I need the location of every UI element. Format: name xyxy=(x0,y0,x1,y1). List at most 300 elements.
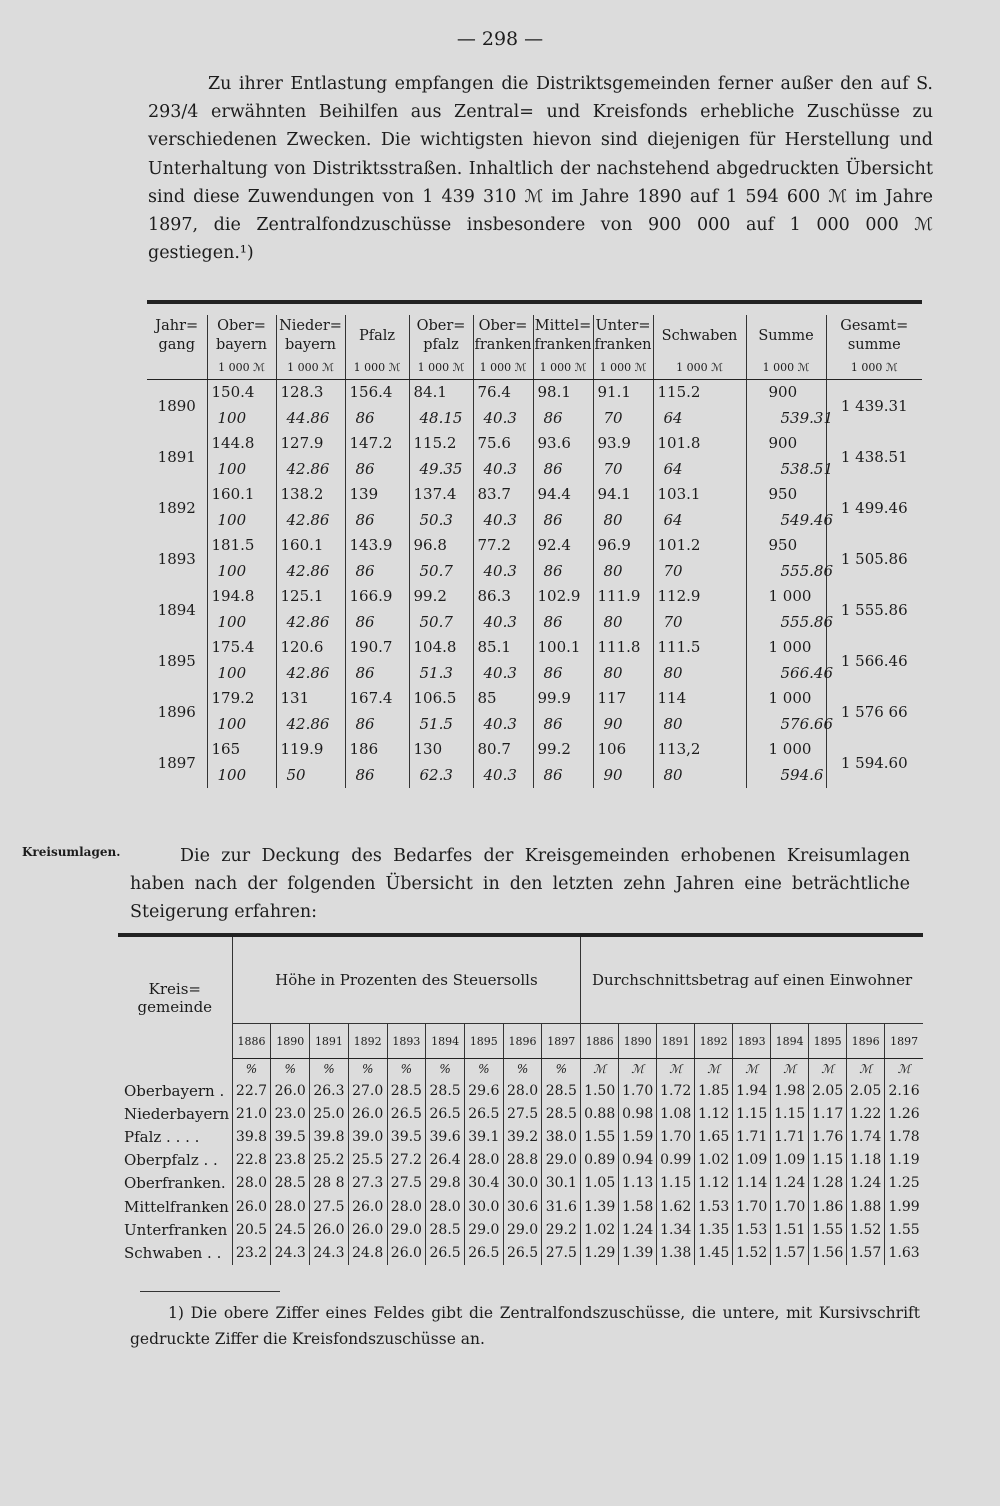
central-fund-value: 85.1 xyxy=(477,638,511,656)
value-cell xyxy=(345,431,409,482)
per-capita-value: 1.71 xyxy=(771,1125,809,1148)
percent-value: 26.5 xyxy=(426,1241,465,1264)
total-cell: 1 576 66 xyxy=(840,702,908,721)
value-cell xyxy=(409,533,473,584)
central-fund-value: 166.9 xyxy=(349,587,393,605)
year-cell: 1890 xyxy=(147,380,207,432)
district-fund-value: 80 xyxy=(663,714,683,733)
central-fund-value: 130 xyxy=(413,740,443,758)
value-cell xyxy=(409,686,473,737)
per-capita-value: 0.89 xyxy=(581,1149,619,1172)
central-fund-value: 125.1 xyxy=(280,587,324,605)
district-fund-value: 86 xyxy=(355,714,375,733)
central-fund-value: 128.3 xyxy=(280,383,324,401)
district-fund-value: 40.3 xyxy=(483,408,517,427)
percent-value: 27.3 xyxy=(348,1172,387,1195)
percent-value: 28.0 xyxy=(503,1079,542,1102)
table-row xyxy=(147,380,922,432)
central-fund-value: 83.7 xyxy=(477,485,511,503)
value-cell xyxy=(746,686,833,737)
value-cell xyxy=(533,380,593,432)
district-fund-value: 100 xyxy=(217,612,247,631)
percent-value: 29.0 xyxy=(387,1218,426,1241)
percent-value: 26.0 xyxy=(348,1195,387,1218)
central-fund-value: 1 000 xyxy=(768,587,812,605)
percent-value: 38.0 xyxy=(542,1125,581,1148)
per-capita-value: 1.25 xyxy=(888,1175,920,1192)
table1-header-cell: Mittel= franken xyxy=(533,315,593,355)
percent-value: 27.5 xyxy=(387,1172,426,1195)
per-capita-value: 1.70 xyxy=(733,1195,771,1218)
per-capita-value: 0.94 xyxy=(619,1149,657,1172)
central-fund-value: 144.8 xyxy=(211,434,255,452)
value-cell xyxy=(593,380,653,432)
year-cell: 1891 xyxy=(147,431,207,482)
percent-value: 23.0 xyxy=(271,1102,310,1125)
central-fund-value: 1 000 xyxy=(768,740,812,758)
percent-value: 31.6 xyxy=(542,1195,581,1218)
district-fund-value: 51.5 xyxy=(419,714,453,733)
per-capita-value: 1.72 xyxy=(657,1079,695,1102)
per-capita-value: 1.35 xyxy=(695,1218,733,1241)
unit-cell-empty xyxy=(118,1059,232,1080)
central-fund-value: 160.1 xyxy=(280,536,324,554)
percent-value: 23.8 xyxy=(271,1149,310,1172)
value-cell xyxy=(746,482,833,533)
year-cell: 1892 xyxy=(147,482,207,533)
mark-unit: ℳ xyxy=(619,1059,657,1080)
value-cell xyxy=(473,482,533,533)
table2-group-header-row xyxy=(118,937,923,1024)
region-name: Unterfranken xyxy=(118,1218,232,1241)
percent-value: 26.0 xyxy=(348,1102,387,1125)
value-cell xyxy=(345,380,409,432)
percent-value: 26.0 xyxy=(387,1241,426,1264)
percent-value: 30.4 xyxy=(464,1172,503,1195)
percent-unit: % xyxy=(232,1059,271,1080)
percent-unit: % xyxy=(310,1059,349,1080)
district-fund-value: 42.86 xyxy=(286,510,330,529)
district-fund-value: 40.3 xyxy=(483,510,517,529)
percent-value: 39.0 xyxy=(348,1125,387,1148)
percent-unit: % xyxy=(348,1059,387,1080)
percent-value: 26.0 xyxy=(232,1195,271,1218)
central-fund-value: 99.9 xyxy=(537,689,571,707)
central-fund-value: 104.8 xyxy=(413,638,457,656)
value-cell xyxy=(276,533,345,584)
value-cell xyxy=(207,584,276,635)
value-cell xyxy=(345,482,409,533)
central-fund-value: 77.2 xyxy=(477,536,511,554)
per-capita-value: 1.09 xyxy=(771,1149,809,1172)
district-fund-value: 70 xyxy=(663,561,683,580)
district-fund-value: 100 xyxy=(217,408,247,427)
percent-value: 28.5 xyxy=(426,1079,465,1102)
percent-value: 28.0 xyxy=(426,1195,465,1218)
total-cell: 1 555.86 xyxy=(840,600,908,619)
year-cell: 1897 xyxy=(147,737,207,788)
mark-unit: ℳ xyxy=(657,1059,695,1080)
table1-unit-cell: 1 000 ℳ xyxy=(276,355,345,380)
percent-value: 27.5 xyxy=(542,1241,581,1264)
district-fund-value: 86 xyxy=(355,408,375,427)
table2-year-cell: 1890 xyxy=(271,1024,310,1059)
year-cell: 1894 xyxy=(147,584,207,635)
table1-header-cell: Pfalz xyxy=(345,315,409,355)
region-name: Schwaben . . xyxy=(118,1241,232,1264)
central-fund-value: 94.4 xyxy=(537,485,571,503)
central-fund-value: 950 xyxy=(768,485,798,503)
value-cell xyxy=(533,635,593,686)
district-fund-value: 64 xyxy=(663,459,683,478)
percent-value: 24.3 xyxy=(310,1241,349,1264)
central-fund-value: 114 xyxy=(657,689,687,707)
district-fund-value: 70 xyxy=(603,459,623,478)
table1-unit-row xyxy=(147,355,922,380)
district-fund-value: 86 xyxy=(543,510,563,529)
district-fund-value: 70 xyxy=(603,408,623,427)
per-capita-value: 1.85 xyxy=(695,1079,733,1102)
central-fund-value: 102.9 xyxy=(537,587,581,605)
central-fund-value: 99.2 xyxy=(413,587,447,605)
value-cell xyxy=(345,584,409,635)
value-cell xyxy=(207,686,276,737)
district-fund-value: 90 xyxy=(603,765,623,784)
percent-value: 28.0 xyxy=(387,1195,426,1218)
percent-value: 30.0 xyxy=(464,1195,503,1218)
table1-header-row xyxy=(147,315,922,355)
per-capita-value: 1.63 xyxy=(888,1244,920,1261)
table1-unit-cell: 1 000 ℳ xyxy=(653,355,746,380)
district-fund-value: 50 xyxy=(286,765,306,784)
table-row xyxy=(118,1195,923,1218)
central-fund-value: 115.2 xyxy=(413,434,457,452)
per-capita-value: 1.78 xyxy=(888,1128,920,1145)
district-fund-value: 86 xyxy=(543,612,563,631)
subsidy-table xyxy=(147,315,922,788)
district-fund-value: 80 xyxy=(663,765,683,784)
central-fund-value: 101.2 xyxy=(657,536,701,554)
per-capita-value: 1.53 xyxy=(695,1195,733,1218)
value-cell xyxy=(593,584,653,635)
central-fund-value: 156.4 xyxy=(349,383,393,401)
per-capita-value: 1.39 xyxy=(581,1195,619,1218)
value-cell xyxy=(533,584,593,635)
per-capita-value: 1.15 xyxy=(809,1149,847,1172)
per-capita-value: 1.86 xyxy=(809,1195,847,1218)
per-capita-value: 0.88 xyxy=(581,1102,619,1125)
per-capita-value: 1.08 xyxy=(657,1102,695,1125)
central-fund-value: 194.8 xyxy=(211,587,255,605)
percent-value: 23.2 xyxy=(232,1241,271,1264)
table1-unit-cell: 1 000 ℳ xyxy=(409,355,473,380)
per-capita-value: 1.71 xyxy=(733,1125,771,1148)
district-fund-value: 64 xyxy=(663,510,683,529)
table1-unit-cell: 1 000 ℳ xyxy=(593,355,653,380)
percent-value: 29.8 xyxy=(426,1172,465,1195)
value-cell xyxy=(593,635,653,686)
central-fund-value: 179.2 xyxy=(211,689,255,707)
central-fund-value: 91.1 xyxy=(597,383,631,401)
value-cell xyxy=(276,380,345,432)
per-capita-value: 2.16 xyxy=(888,1082,920,1099)
per-capita-value: 1.39 xyxy=(619,1241,657,1264)
per-capita-value: 2.05 xyxy=(847,1079,885,1102)
district-fund-value: 40.3 xyxy=(483,561,517,580)
table1-unit-cell: 1 000 ℳ xyxy=(473,355,533,380)
district-fund-value: 50.7 xyxy=(419,561,453,580)
district-fund-value: 100 xyxy=(217,561,247,580)
table1-header-cell: Schwaben xyxy=(653,315,746,355)
value-cell xyxy=(473,737,533,788)
per-capita-value: 1.17 xyxy=(809,1102,847,1125)
table2-year-cell: 1886 xyxy=(581,1024,619,1059)
district-fund-value: 576.66 xyxy=(780,714,833,733)
table2-year-cell: 1896 xyxy=(503,1024,542,1059)
value-cell xyxy=(409,584,473,635)
percent-value: 39.2 xyxy=(503,1125,542,1148)
per-capita-value: 1.24 xyxy=(619,1218,657,1241)
percent-value: 26.4 xyxy=(426,1149,465,1172)
margin-label: Kreisumlagen. xyxy=(22,845,121,859)
value-cell xyxy=(409,431,473,482)
value-cell xyxy=(473,380,533,432)
table-row xyxy=(118,1241,923,1264)
value-cell xyxy=(345,533,409,584)
percent-value: 26.5 xyxy=(503,1241,542,1264)
central-fund-value: 900 xyxy=(768,383,798,401)
region-name: Oberpfalz . . xyxy=(118,1149,232,1172)
per-capita-value: 1.62 xyxy=(657,1195,695,1218)
district-fund-value: 80 xyxy=(603,561,623,580)
district-fund-value: 86 xyxy=(543,561,563,580)
kreisumlagen-paragraph xyxy=(130,842,910,926)
percent-value: 25.5 xyxy=(348,1149,387,1172)
percent-value: 24.3 xyxy=(271,1241,310,1264)
central-fund-value: 165 xyxy=(211,740,241,758)
per-capita-value: 1.09 xyxy=(733,1149,771,1172)
table2-year-cell: 1894 xyxy=(426,1024,465,1059)
district-fund-value: 64 xyxy=(663,408,683,427)
value-cell xyxy=(345,737,409,788)
per-capita-value: 1.70 xyxy=(657,1125,695,1148)
table1-top-rule xyxy=(147,300,922,304)
value-cell xyxy=(276,431,345,482)
per-capita-value: 2.05 xyxy=(809,1079,847,1102)
per-capita-value: 1.15 xyxy=(657,1172,695,1195)
central-fund-value: 150.4 xyxy=(211,383,255,401)
district-fund-value: 44.86 xyxy=(286,408,330,427)
central-fund-value: 99.2 xyxy=(537,740,571,758)
central-fund-value: 85 xyxy=(477,689,497,707)
page-number: — 298 — xyxy=(456,28,544,50)
district-fund-value: 100 xyxy=(217,714,247,733)
value-cell xyxy=(207,482,276,533)
percent-value: 28.8 xyxy=(503,1149,542,1172)
percent-value: 30.1 xyxy=(542,1172,581,1195)
table2-group-percent: Höhe in Prozenten des Steuersolls xyxy=(232,937,581,1024)
table2-year-cell: 1893 xyxy=(733,1024,771,1059)
percent-value: 27.0 xyxy=(348,1079,387,1102)
per-capita-value: 1.02 xyxy=(695,1149,733,1172)
table1-header-cell: Summe xyxy=(746,315,826,355)
district-fund-value: 42.86 xyxy=(286,663,330,682)
table2-year-cell: 1895 xyxy=(809,1024,847,1059)
value-cell xyxy=(593,686,653,737)
per-capita-value: 1.26 xyxy=(888,1105,920,1122)
percent-value: 39.8 xyxy=(232,1125,271,1148)
table-row xyxy=(147,686,922,737)
value-cell xyxy=(409,482,473,533)
percent-value: 21.0 xyxy=(232,1102,271,1125)
per-capita-value: 1.34 xyxy=(657,1218,695,1241)
value-cell xyxy=(746,380,833,432)
district-fund-value: 86 xyxy=(355,612,375,631)
table1-unit-cell: 1 000 ℳ xyxy=(345,355,409,380)
table-row xyxy=(118,1218,923,1241)
district-fund-value: 538.51 xyxy=(780,459,833,478)
per-capita-value: 1.14 xyxy=(733,1172,771,1195)
central-fund-value: 112.9 xyxy=(657,587,701,605)
district-fund-value: 86 xyxy=(355,510,375,529)
mark-unit: ℳ xyxy=(809,1059,847,1080)
mark-unit: ℳ xyxy=(897,1062,911,1076)
per-capita-value: 1.29 xyxy=(581,1241,619,1264)
district-fund-value: 80 xyxy=(603,510,623,529)
district-fund-value: 100 xyxy=(217,459,247,478)
central-fund-value: 106 xyxy=(597,740,627,758)
region-name: Niederbayern xyxy=(118,1102,232,1125)
central-fund-value: 143.9 xyxy=(349,536,393,554)
central-fund-value: 115.2 xyxy=(657,383,701,401)
percent-value: 22.8 xyxy=(232,1149,271,1172)
table2-body xyxy=(118,1059,923,1265)
central-fund-value: 84.1 xyxy=(413,383,447,401)
table2-year-cell: 1896 xyxy=(847,1024,885,1059)
percent-unit: % xyxy=(426,1059,465,1080)
total-cell: 1 499.46 xyxy=(840,498,908,517)
table-row xyxy=(147,482,922,533)
per-capita-value: 0.98 xyxy=(619,1102,657,1125)
total-cell: 1 438.51 xyxy=(840,447,908,466)
value-cell xyxy=(473,686,533,737)
district-fund-value: 80 xyxy=(603,612,623,631)
table2-year-cell: 1886 xyxy=(232,1024,271,1059)
district-fund-value: 40.3 xyxy=(483,714,517,733)
central-fund-value: 86.3 xyxy=(477,587,511,605)
central-fund-value: 93.9 xyxy=(597,434,631,452)
percent-value: 29.0 xyxy=(464,1218,503,1241)
mark-unit: ℳ xyxy=(581,1059,619,1080)
table1-header-cell: Ober= pfalz xyxy=(409,315,473,355)
value-cell xyxy=(653,380,746,432)
district-fund-value: 49.35 xyxy=(419,459,463,478)
central-fund-value: 75.6 xyxy=(477,434,511,452)
table-row xyxy=(147,737,922,788)
table2-year-cell: 1892 xyxy=(348,1024,387,1059)
central-fund-value: 139 xyxy=(349,485,379,503)
table-row xyxy=(147,431,922,482)
central-fund-value: 147.2 xyxy=(349,434,393,452)
value-cell xyxy=(746,635,833,686)
per-capita-value: 1.55 xyxy=(888,1221,920,1238)
percent-value: 28.5 xyxy=(387,1079,426,1102)
per-capita-value: 1.58 xyxy=(619,1195,657,1218)
value-cell xyxy=(653,686,746,737)
value-cell xyxy=(653,635,746,686)
per-capita-value: 1.70 xyxy=(771,1195,809,1218)
district-fund-value: 594.6 xyxy=(780,765,824,784)
per-capita-value: 1.24 xyxy=(847,1172,885,1195)
value-cell xyxy=(653,533,746,584)
table-row xyxy=(147,635,922,686)
region-name: Oberbayern . xyxy=(118,1079,232,1102)
percent-unit: % xyxy=(271,1059,310,1080)
district-fund-value: 42.86 xyxy=(286,561,330,580)
percent-value: 26.0 xyxy=(348,1218,387,1241)
value-cell xyxy=(593,482,653,533)
value-cell xyxy=(653,431,746,482)
district-fund-value: 86 xyxy=(543,459,563,478)
percent-value: 29.2 xyxy=(542,1218,581,1241)
per-capita-value: 1.99 xyxy=(888,1198,920,1215)
value-cell xyxy=(207,533,276,584)
per-capita-value: 1.51 xyxy=(771,1218,809,1241)
per-capita-value: 1.12 xyxy=(695,1102,733,1125)
year-cell: 1896 xyxy=(147,686,207,737)
value-cell xyxy=(533,686,593,737)
percent-value: 26.5 xyxy=(464,1241,503,1264)
percent-value: 28.5 xyxy=(426,1218,465,1241)
unit-row xyxy=(118,1059,923,1080)
per-capita-value: 1.52 xyxy=(733,1241,771,1264)
percent-value: 25.0 xyxy=(310,1102,349,1125)
total-cell: 1 439.31 xyxy=(840,396,908,415)
percent-value: 24.5 xyxy=(271,1218,310,1241)
value-cell xyxy=(207,635,276,686)
per-capita-value: 1.38 xyxy=(657,1241,695,1264)
table2-year-cell: 1891 xyxy=(657,1024,695,1059)
value-cell xyxy=(653,737,746,788)
value-cell xyxy=(473,533,533,584)
value-cell xyxy=(473,635,533,686)
value-cell xyxy=(593,737,653,788)
table2-year-cell: 1897 xyxy=(885,1024,923,1059)
district-fund-value: 50.7 xyxy=(419,612,453,631)
table2-year-cell: 1894 xyxy=(771,1024,809,1059)
table1-unit-cell: 1 000 ℳ xyxy=(826,355,922,380)
district-fund-value: 51.3 xyxy=(419,663,453,682)
percent-value: 28.0 xyxy=(464,1149,503,1172)
percent-value: 27.2 xyxy=(387,1149,426,1172)
percent-value: 24.8 xyxy=(348,1241,387,1264)
per-capita-value: 1.98 xyxy=(771,1079,809,1102)
table2-year-cell: 1893 xyxy=(387,1024,426,1059)
central-fund-value: 92.4 xyxy=(537,536,571,554)
per-capita-value: 1.24 xyxy=(771,1172,809,1195)
district-fund-value: 100 xyxy=(217,765,247,784)
mark-unit: ℳ xyxy=(847,1059,885,1080)
value-cell xyxy=(653,584,746,635)
value-cell xyxy=(345,635,409,686)
mark-unit: ℳ xyxy=(771,1059,809,1080)
per-capita-value: 1.28 xyxy=(809,1172,847,1195)
district-fund-value: 86 xyxy=(543,765,563,784)
percent-unit: % xyxy=(503,1059,542,1080)
per-capita-value: 1.55 xyxy=(581,1125,619,1148)
per-capita-value: 1.74 xyxy=(847,1125,885,1148)
central-fund-value: 80.7 xyxy=(477,740,511,758)
